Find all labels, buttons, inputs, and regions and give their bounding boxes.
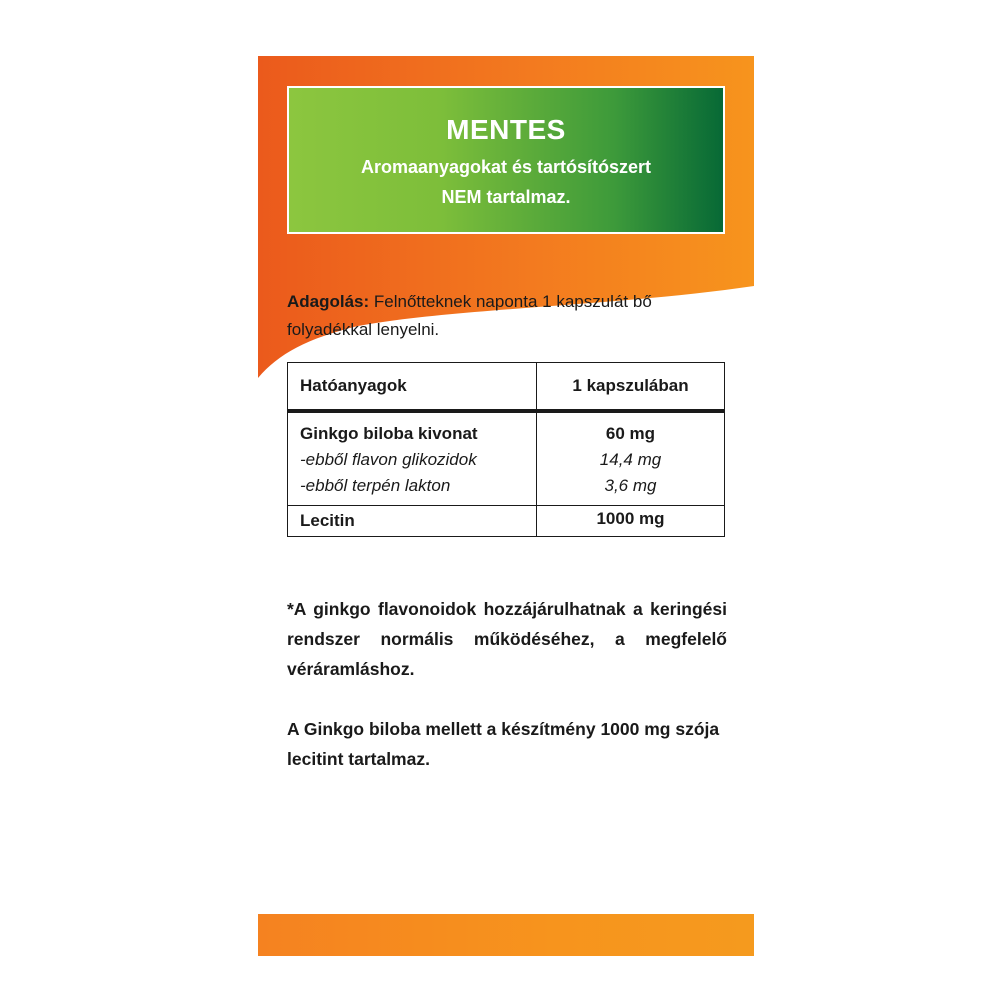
ingredient-amount: 60 mg bbox=[605, 424, 656, 443]
table-row bbox=[288, 506, 725, 537]
ingredient-name: Ginkgo biloba kivonat bbox=[300, 424, 478, 443]
ingredient-name: Lecitin bbox=[288, 506, 537, 537]
header-per-capsule: 1 kapszulában bbox=[537, 363, 725, 412]
product-panel bbox=[258, 56, 754, 956]
bottom-orange-bar bbox=[258, 914, 754, 956]
table-header-row bbox=[288, 363, 725, 412]
notes-section bbox=[287, 594, 727, 774]
banner-line-1: Aromaanyagokat és tartósítószert bbox=[360, 157, 652, 177]
banner-line-2: NEM tartalmaz. bbox=[441, 187, 571, 207]
ingredient-amount: 3,6 mg bbox=[604, 476, 657, 495]
ingredient-name: -ebből flavon glikozidok bbox=[300, 450, 477, 469]
ingredients-table bbox=[287, 362, 725, 537]
free-from-banner bbox=[287, 86, 725, 234]
table-row bbox=[288, 411, 725, 506]
dosage-text bbox=[287, 288, 727, 344]
ingredient-group-amounts bbox=[537, 411, 725, 506]
ingredient-name: -ebből terpén lakton bbox=[300, 476, 451, 495]
ingredient-amount: 14,4 mg bbox=[599, 450, 662, 469]
ingredient-group-names bbox=[288, 411, 537, 506]
banner-title: MENTES bbox=[446, 114, 566, 145]
header-active-ingredients: Hatóanyagok bbox=[288, 363, 537, 412]
dosage-instructions: Felnőtteknek naponta 1 kapszulát bő folyadékkal lenyelni. bbox=[287, 292, 652, 339]
dosage-label: Adagolás: bbox=[287, 292, 370, 311]
note-spacer bbox=[287, 684, 727, 714]
ingredient-amount: 1000 mg bbox=[537, 506, 725, 537]
flavonoid-note: *A ginkgo flavonoidok hozzájárulhatnak a keringési rendszer normális működéséhez, a megfelelő véráramláshoz. bbox=[287, 599, 727, 679]
lecithin-note: A Ginkgo biloba mellett a készítmény 1000 mg szója lecitint tartalmaz. bbox=[287, 719, 720, 769]
